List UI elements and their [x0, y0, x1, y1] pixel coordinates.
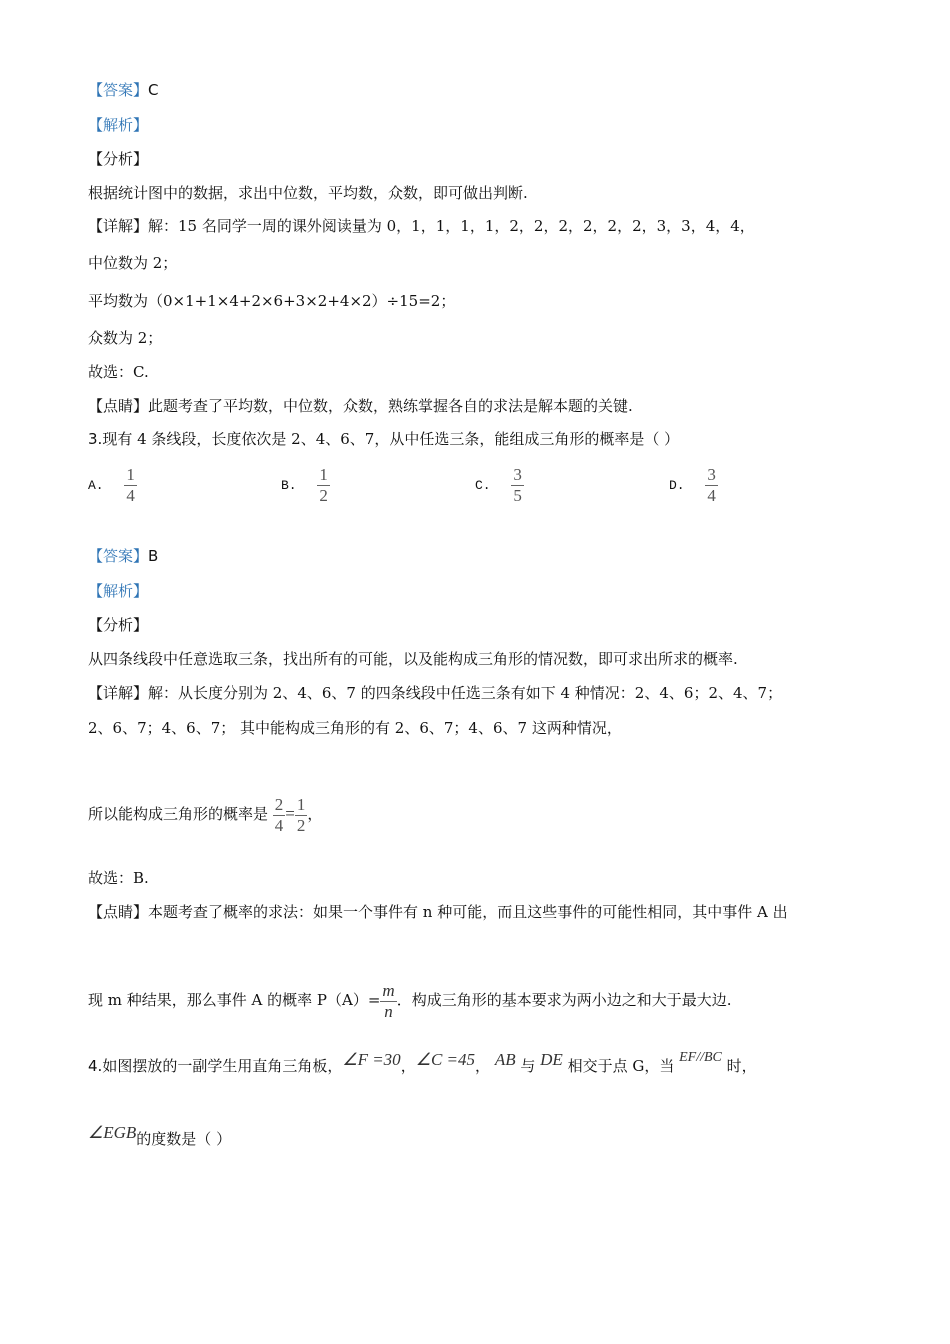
question-number: 4. [88, 1057, 103, 1075]
question-stem: 现有 4 条线段，长度依次是 2、4、6、7，从中任选三条，能组成三角形的概率是（ ） [102, 430, 680, 448]
fraction-numerator: 2 [274, 794, 284, 814]
fraction-numerator: 1 [296, 794, 306, 814]
segment-de: DE [540, 1050, 563, 1069]
fraction-denominator: 2 [296, 815, 306, 835]
answer-value: B [148, 547, 159, 565]
angle-egb: ∠EGB [88, 1123, 137, 1142]
option-a[interactable] [88, 466, 137, 505]
option-letter: A. [88, 478, 104, 493]
stem-prefix: 如图摆放的一副学生用直角三角板， [102, 1057, 343, 1075]
option-letter: B. [281, 478, 297, 493]
stem-mid: 相交于点 G，当 [562, 1057, 680, 1075]
stem-end: 时， [721, 1057, 757, 1075]
dianjing-label: 【点睛】 [88, 397, 149, 415]
option-letter: C. [475, 478, 491, 493]
fraction-numerator: m [382, 980, 395, 1000]
fraction-numerator: 3 [707, 465, 716, 484]
segment-ab: AB [494, 1050, 516, 1069]
fraction-denominator: 4 [707, 486, 716, 505]
xiangjie-text-2: 2、6、7；4、6、7； 其中能构成三角形的有 2、6、7；4、6、7 这两种情况， [88, 719, 622, 737]
dianjing-label: 【点睛】 [88, 903, 149, 921]
option-letter: D. [669, 478, 685, 493]
angle-f: ∠F =30 [342, 1050, 401, 1069]
probability-line [88, 790, 322, 838]
q2-answer-line [88, 80, 159, 100]
fraction-denominator: 4 [274, 815, 284, 835]
prob-fraction-2 [295, 796, 308, 835]
median-text: 中位数为 2； [88, 254, 178, 272]
analysis-label: 【解析】 [88, 582, 149, 600]
dianjing-text-2-prefix: 现 m 种结果，那么事件 A 的概率 P（A）= [88, 991, 381, 1009]
dianjing-text-2-suffix: ．构成三角形的基本要求为两小边之和大于最大边. [396, 991, 732, 1009]
dianjing-line [88, 396, 633, 416]
analysis-label: 【解析】 [88, 116, 149, 134]
q4-stem-line-2 [88, 1125, 231, 1153]
option-d[interactable] [669, 466, 718, 505]
fraction-denominator: 5 [513, 486, 522, 505]
dianjing-line [88, 902, 788, 922]
prob-fraction-1 [273, 796, 286, 835]
q3-answer-line [88, 546, 158, 566]
fraction-numerator: 3 [513, 465, 522, 484]
prob-prefix: 所以能构成三角形的概率是 [88, 805, 269, 823]
fenxi-label: 【分析】 [88, 150, 149, 168]
xiangjie-text: 解：从长度分别为 2、4、6、7 的四条线段中任选三条有如下 4 种情况：2、4、6；2、4、7； [148, 684, 783, 702]
fraction-numerator: 1 [126, 465, 135, 484]
option-fraction [124, 466, 137, 505]
fenxi-text: 从四条线段中任意选取三条，找出所有的可能，以及能构成三角形的情况数，即可求出所求的概率. [88, 650, 738, 668]
answer-label: 【答案】 [88, 547, 149, 565]
separator: ， [475, 1057, 491, 1075]
option-fraction [317, 466, 330, 505]
stem-last: 的度数是（ ） [136, 1130, 232, 1148]
option-fraction [705, 466, 718, 505]
answer-value: C [148, 81, 159, 99]
prob-equals: = [285, 804, 295, 823]
choice-text: 故选：B. [88, 869, 149, 887]
option-fraction [511, 466, 524, 505]
fraction-denominator: n [384, 1001, 393, 1021]
option-c[interactable] [475, 466, 524, 505]
stem-yu: 与 [515, 1057, 541, 1075]
dianjing-fraction [380, 982, 396, 1021]
fenxi-text: 根据统计图中的数据，求出中位数，平均数，众数，即可做出判断. [88, 184, 528, 202]
dianjing-line-2 [88, 976, 731, 1024]
choice-text: 故选：C. [88, 363, 149, 381]
xiangjie-text: 解：15 名同学一周的课外阅读量为 0，1，1，1，1，2，2，2，2，2，2，3，3，4，4， [148, 217, 755, 235]
xiangjie-label: 【详解】 [88, 217, 149, 235]
fenxi-label: 【分析】 [88, 616, 149, 634]
fraction-denominator: 4 [126, 486, 135, 505]
q4-stem-line [88, 1052, 757, 1082]
separator: ， [400, 1057, 416, 1075]
dianjing-text: 本题考查了概率的求法：如果一个事件有 n 种可能，而且这些事件的可能性相同，其中事件 A 出 [148, 903, 788, 921]
angle-c: ∠C =45 [415, 1050, 476, 1069]
mean-text: 平均数为（0×1+1×4+2×6+3×2+4×2）÷15=2； [88, 292, 456, 310]
answer-label: 【答案】 [88, 81, 149, 99]
dianjing-text: 此题考查了平均数，中位数，众数，熟练掌握各自的求法是解本题的关键. [148, 397, 633, 415]
xiangjie-line [88, 683, 782, 703]
q3-stem-line [88, 429, 679, 449]
fraction-numerator: 1 [319, 465, 328, 484]
mode-text: 众数为 2； [88, 329, 163, 347]
question-number: 3. [88, 430, 103, 448]
parallel-condition: EF//BC [679, 1050, 722, 1065]
fraction-denominator: 2 [319, 486, 328, 505]
option-b[interactable] [281, 466, 330, 505]
xiangjie-label: 【详解】 [88, 684, 149, 702]
prob-suffix: ， [307, 805, 323, 823]
xiangjie-line [88, 216, 755, 236]
